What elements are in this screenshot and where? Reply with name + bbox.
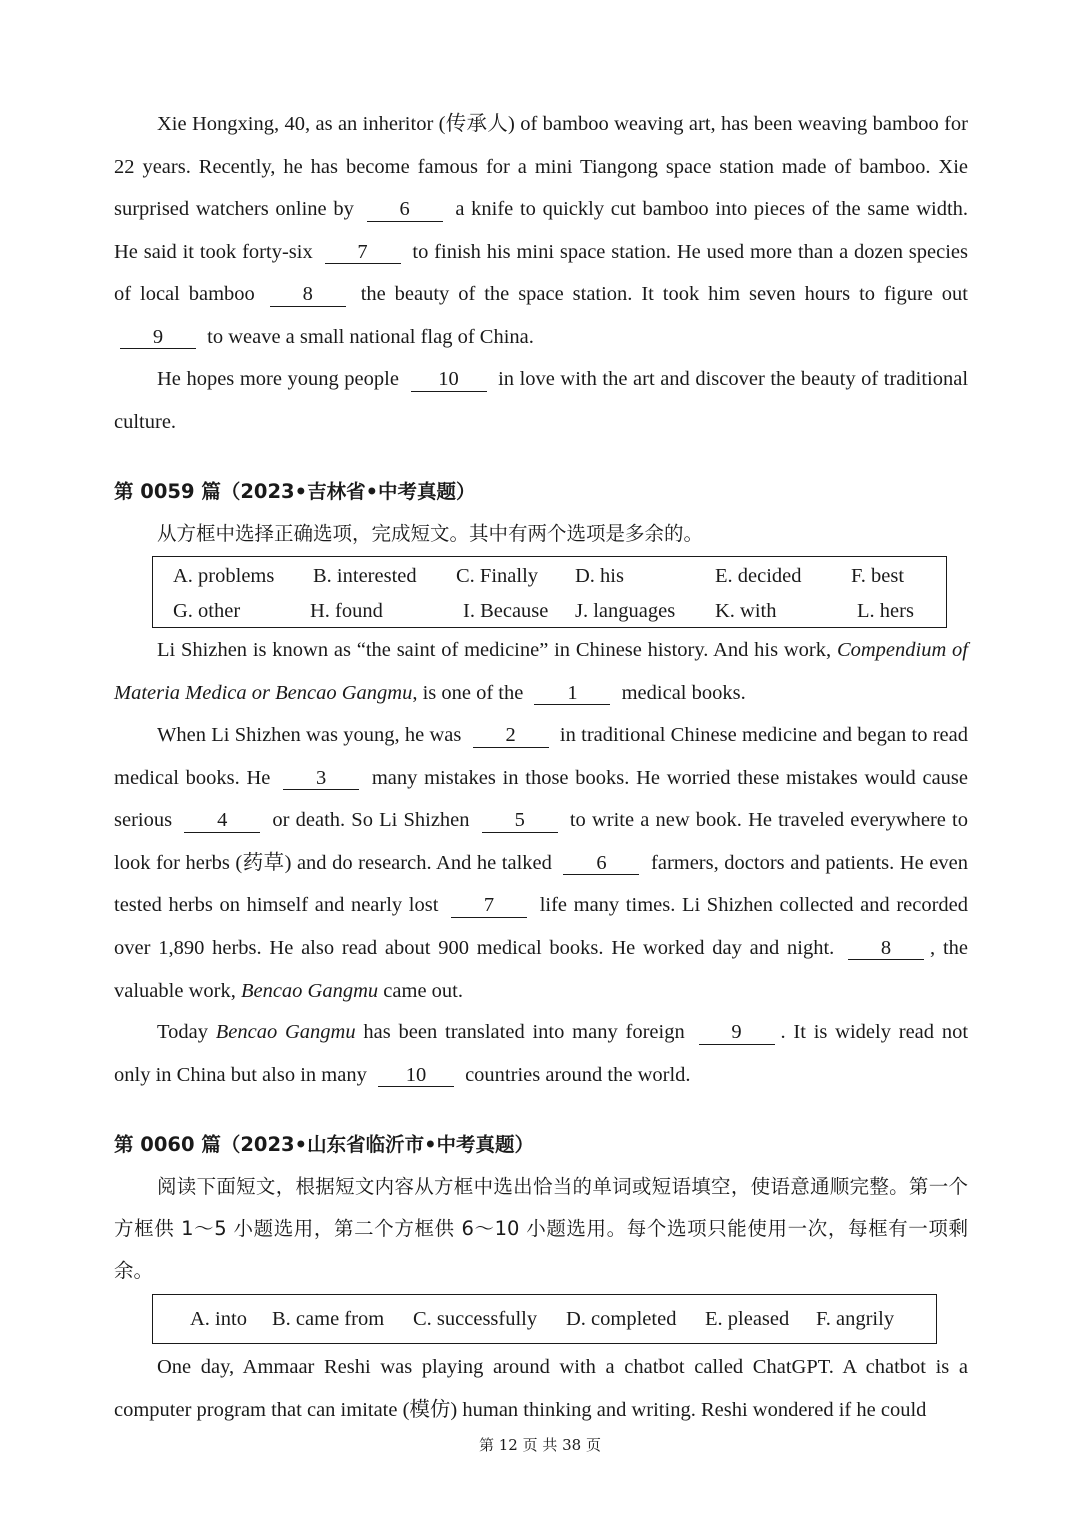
text-segment: in love with the art and discover the beauty of traditional culture.: [114, 368, 969, 433]
blank-6: 6: [367, 199, 443, 222]
book-title: Bencao Gangmu: [215, 1021, 356, 1043]
option-c: C. Finally: [456, 565, 539, 587]
page-footer: 第 12 页 共 38 页: [478, 1436, 601, 1454]
text-segment: countries around the world.: [465, 1063, 691, 1086]
blank-2: 2: [473, 725, 549, 748]
text-segment: , the valuable work,: [114, 936, 968, 1002]
text-segment: to write a new book. He traveled everywhere to look for herbs (药草) and do research. And he talked: [114, 809, 968, 874]
text-segment: life many times. Li Shizhen collected and recorded over 1,890 herbs. He also read about 900 medical books. He worked day and night.: [114, 894, 969, 959]
book-title: Bencao Gangmu: [240, 979, 379, 1002]
option-d: D. his: [575, 565, 624, 587]
option-h: H. found: [310, 600, 383, 622]
passage60-option-box: [152, 1294, 937, 1344]
option-k: K. with: [715, 600, 777, 622]
option-j: J. languages: [575, 600, 676, 622]
option-a: A. into: [190, 1308, 247, 1330]
text-segment: has been translated into many foreign: [363, 1021, 685, 1043]
blank-4: 4: [184, 810, 260, 833]
passage60-heading: 第 0060 篇（2023•山东省临沂市•中考真题）: [114, 1133, 535, 1156]
option-e: E. decided: [715, 565, 802, 587]
passage58-paragraph-2: [114, 358, 968, 443]
option-b: B. interested: [313, 565, 417, 587]
option-l: L. hers: [857, 600, 914, 622]
passage59-option-box: [152, 556, 947, 628]
text-segment: Li Shizhen is known as “the saint of medicine” in Chinese history. And his work,: [157, 639, 832, 661]
blank-9: 9: [120, 327, 196, 350]
blank-10: 10: [378, 1065, 454, 1088]
blank-7: 7: [451, 895, 527, 918]
option-i: I. Because: [463, 600, 549, 622]
option-b: B. came from: [272, 1308, 385, 1330]
blank-5: 5: [482, 810, 558, 833]
option-c: C. successfully: [413, 1308, 538, 1330]
option-d: D. completed: [566, 1308, 677, 1330]
option-a: A. problems: [173, 565, 275, 587]
book-title: Compendium of Materia Medica or Bencao Gangmu: [114, 639, 968, 704]
blank-1: 1: [534, 683, 610, 706]
text-segment: Xie Hongxing, 40, as an inheritor (传承人) of bamboo weaving art, has been weaving bamboo for 22 years. Recently, he has become famous for a mini Tiangong space station made of bamboo. Xie surprised watchers online by: [114, 113, 968, 221]
text-segment: the beauty of the space station. It took him seven hours to figure out: [360, 283, 969, 306]
text-segment: to finish his mini space station. He used more than a dozen species of local bamboo: [114, 240, 969, 306]
blank-9: 9: [699, 1022, 775, 1045]
passage60-instruction: 阅读下面短文，根据短文内容从方框中选出恰当的单词或短语填空，使语意通顺完整。第一个方框供 1～5 小题选用，第二个方框供 6～10 小题选用。每个选项只能使用一次，每框有一项剩余。: [114, 1175, 968, 1282]
blank-3: 3: [283, 768, 359, 791]
passage59-paragraph-3: [114, 1011, 968, 1096]
text-segment: to weave a small national flag of China.: [207, 325, 534, 348]
blank-10: 10: [411, 369, 487, 392]
text-segment: in traditional Chinese medicine and began to read medical books. He: [114, 724, 968, 789]
blank-7: 7: [325, 242, 401, 265]
text-segment: many mistakes in those books. He worried these mistakes would cause serious: [114, 766, 969, 832]
text-segment: When Li Shizhen was young, he was: [157, 724, 462, 746]
text-segment: came out.: [383, 979, 463, 1002]
option-f: F. angrily: [816, 1308, 895, 1330]
blank-8: 8: [848, 938, 924, 961]
blank-8: 8: [270, 284, 346, 307]
passage59-heading: 第 0059 篇（2023•吉林省•中考真题）: [114, 480, 476, 503]
text-segment: . It is widely read not only in China but also in many: [114, 1021, 969, 1086]
text-segment: or death. So Li Shizhen: [272, 809, 470, 832]
option-f: F. best: [851, 565, 905, 587]
passage59-paragraph-1: [114, 629, 968, 714]
passage58-paragraph-1: [114, 103, 968, 359]
text-segment: a knife to quickly cut bamboo into pieces of the same width. He said it took forty-six: [114, 198, 969, 263]
blank-6: 6: [563, 853, 639, 876]
text-segment: Today: [157, 1021, 208, 1043]
option-g: G. other: [173, 600, 241, 622]
passage59-instruction: 从方框中选择正确选项，完成短文。其中有两个选项是多余的。: [157, 522, 704, 545]
passage59-paragraph-2: [114, 714, 968, 1012]
text-segment: medical books.: [621, 681, 746, 704]
option-e: E. pleased: [705, 1308, 790, 1330]
passage60-paragraph-1: One day, Ammaar Reshi was playing around with a chatbot called ChatGPT. A chatbot is a computer program that can imitate (模仿) human thinking and writing. Reshi wondered if he could: [114, 1356, 968, 1421]
text-segment: farmers, doctors and patients. He even tested herbs on himself and nearly lost: [114, 851, 968, 917]
text-segment: He hopes more young people: [157, 368, 399, 390]
text-segment: , is one of the: [412, 681, 524, 704]
